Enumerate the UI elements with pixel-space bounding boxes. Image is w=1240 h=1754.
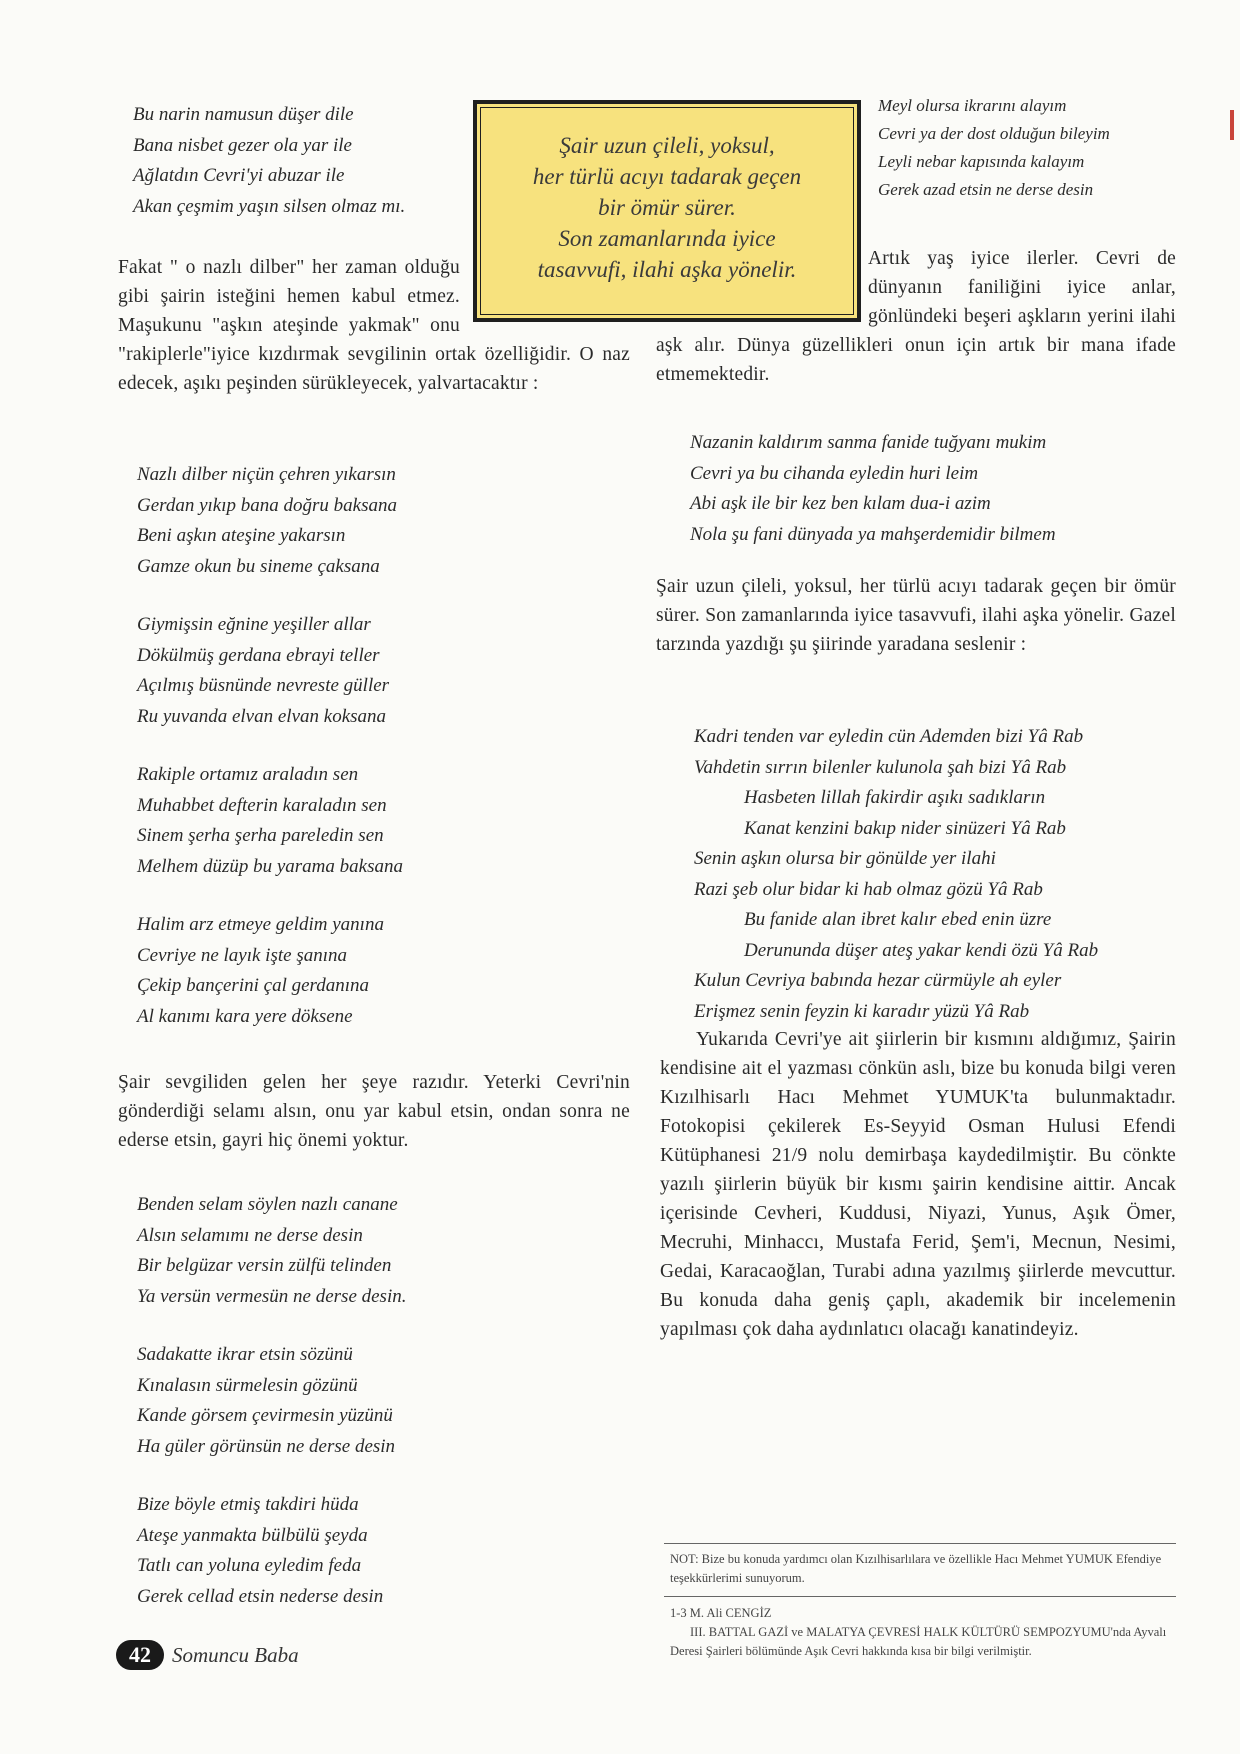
stanza <box>137 1490 406 1612</box>
stanza <box>137 460 403 582</box>
verse-line: Senin aşkın olursa bir gönülde yer ilahi <box>694 848 996 869</box>
verse-line: Benden selam söylen nazlı canane <box>137 1194 398 1215</box>
paragraph-right-3: Yukarıda Cevri'ye ait şiirlerin bir kısmını aldığımız, Şairin kendisine ait el yazması cönkün aslı, bize bu konuda bilgi veren Kızılhisarlı Hacı Mehmet YUMUK'ta bulunmaktadır. Fotokopisi çekilerek Es-Seyyid Osman Hulusi Efendi Kütüphanesi 21/9 nolu demirbaşa kaydedilmiştir. Bu cönkte yazılı şiirlerin büyük bir kısmı şairin kendisine aittir. Ancak içerisinde Cevheri, Kuddusi, Niyazi, Yunus, Aşık Ömer, Mecruhi, Minhaccı, Mustafa Ferid, Şem'i, Mecnun, Nesimi, Gedai, Karacaoğlan, Turabi adına yazılmış şiirlerde mevcuttur. Bu konuda daha geniş çaplı, akademik bir incelemenin yapılması çok daha aydınlatıcı olacağı kanatindeyiz. <box>660 1029 1176 1340</box>
verse-line: Al kanımı kara yere döksene <box>137 1005 353 1027</box>
verse-line: Cevri ya der dost olduğun bileyim <box>878 124 1110 143</box>
verse-line: Akan çeşmim yaşın silsen olmaz mı. <box>133 195 406 217</box>
verse-line: Bu fanide alan ibret kalır ebed enin üzre <box>744 909 1052 930</box>
stanza <box>137 1190 406 1312</box>
verse-line: Ru yuvanda elvan elvan koksana <box>137 705 387 727</box>
verse-line: Erişmez senin feyzin ki karadır yüzü Yâ Rab <box>694 1000 1030 1022</box>
poem-derse-desin <box>137 1190 406 1612</box>
reference-author: 1-3 M. Ali CENGİZ <box>670 1606 772 1620</box>
paragraph-right-1: Artık yaş iyice ilerler. Cevri de dünyanın faniliğini iyice anlar, gönlündeki beşeri aşkların yerini ilahi aşk alır. Dünya güzellikleri onun için artık bir mana ifade etmemektedir. <box>656 244 1176 389</box>
verse-line: Açılmış büsnünde nevreste güller <box>137 675 390 696</box>
verse-line: Sinem şerha şerha pareledin sen <box>137 825 384 846</box>
stanza <box>137 910 403 1032</box>
stanza <box>137 760 403 882</box>
verse-line: Gerdan yıkıp bana doğru baksana <box>137 494 397 516</box>
verse-line: Vahdetin sırrın bilenler kulunola şah bizi Yâ Rab <box>694 756 1067 778</box>
verse-line: Kanat kenzini bakıp nider sinüzeri Yâ Rab <box>744 817 1066 839</box>
verse-line: Muhabbet defterin karaladın sen <box>137 794 387 816</box>
paragraph-right-2: Şair uzun çileli, yoksul, her türlü acıyı tadarak geçen bir ömür sürer. Son zamanlarında iyice tasavvufi, ilahi aşka yönelir. Gazel tarzında yazdığı şu şiirinde yaradana seslenir : <box>656 576 1176 655</box>
verse-line: Kande görsem çevirmesin yüzünü <box>137 1405 393 1426</box>
verse-line: Alsın selamımı ne derse desin <box>137 1224 363 1246</box>
verse-line: Ya versün vermesün ne derse desin. <box>137 1285 407 1307</box>
verse-line: Halim arz etmeye geldim yanına <box>137 914 384 935</box>
note-divider <box>664 1543 1176 1544</box>
pull-quote-line: Şair uzun çileli, yoksul, <box>559 133 775 158</box>
pull-quote-line: bir ömür sürer. <box>598 195 736 220</box>
verse-line: Kınalasın sürmelesin gözünü <box>137 1374 358 1396</box>
float-spacer <box>656 244 868 326</box>
verse-line: Nazanin kaldırım sanma fanide tuğyanı mukim <box>690 432 1047 453</box>
float-spacer <box>460 253 630 335</box>
verse-line: Ağlatdın Cevri'yi abuzar ile <box>133 165 345 186</box>
verse-line: Dökülmüş gerdana ebrayi teller <box>137 644 380 666</box>
verse-line: Kulun Cevriya babında hezar cürmüyle ah eyler <box>694 970 1062 991</box>
verse-line: Ateşe yanmakta bülbülü şeyda <box>137 1524 368 1546</box>
verse-line: Melhem düzüp bu yarama baksana <box>137 855 403 877</box>
stanza <box>137 1340 406 1462</box>
verse-line: Razi şeb olur bidar ki hab olmaz gözü Yâ Rab <box>694 878 1043 900</box>
paragraph-left-1: Fakat " o nazlı dilber" her zaman olduğu gibi şairin isteğini hemen kabul etmez. Maşukunu "aşkın ateşinde yakmak" onu "rakiplerle"iyice kızdırmak sevgilinin ortak özelliğidir. O naz edecek, aşıkı peşinden sürükleyecek, yalvartacaktır : <box>118 253 630 398</box>
page-footer <box>116 1640 299 1670</box>
verse-line: Kadri tenden var eyledin cün Ademden bizi Yâ Rab <box>694 726 1084 747</box>
scan-edge-mark <box>1230 110 1234 140</box>
verse-line: Rakiple ortamız araladın sen <box>137 764 359 785</box>
verse-line: Gamze okun bu sineme çaksana <box>137 555 380 577</box>
pull-quote-line: Son zamanlarında iyice <box>558 226 776 251</box>
pull-quote-line: tasavvufi, ilahi aşka yönelir. <box>537 257 797 282</box>
poem-nazanin <box>690 428 1056 550</box>
verse-line: Çekip bançerini çal gerdanına <box>137 975 369 996</box>
verse-line: Hasbeten lillah fakirdir aşıkı sadıkların <box>744 787 1046 808</box>
verse-line: Cevri ya bu cihanda eyledin huri leim <box>690 462 979 484</box>
verse-top-left <box>133 100 405 222</box>
verse-line: Gerek azad etsin ne derse desin <box>878 180 1094 199</box>
verse-line: Abi aşk ile bir kez ben kılam dua-i azim <box>690 493 991 514</box>
verse-line: Cevriye ne layık işte şanına <box>137 944 347 966</box>
verse-line: Bana nisbet gezer ola yar ile <box>133 134 352 156</box>
verse-line: Sadakatte ikrar etsin sözünü <box>137 1344 353 1365</box>
verse-line: Giymişsin eğnine yeşiller allar <box>137 614 371 635</box>
paragraph-left-2: Şair sevgiliden gelen her şeye razıdır. Yeterki Cevri'nin gönderdiği selamı alsın, onu yar kabul etsin, ondan sonra ne ederse etsin, gayri hiç önemi yoktur. <box>118 1072 630 1151</box>
verse-line: Gerek cellad etsin nederse desin <box>137 1585 384 1607</box>
verse-line: Beni aşkın ateşine yakarsın <box>137 525 346 546</box>
verse-top-right <box>878 92 1110 204</box>
verse-line: Bize böyle etmiş takdiri hüda <box>137 1494 359 1515</box>
verse-line: Bir belgüzar versin zülfü telinden <box>137 1255 392 1276</box>
verse-line: Ha güler görünsün ne derse desin <box>137 1435 396 1457</box>
verse-line: Derununda düşer ateş yakar kendi özü Yâ Rab <box>744 939 1099 961</box>
verse-line: Tatlı can yoluna eyledim feda <box>137 1555 362 1576</box>
verse-line: Nola şu fani dünyada ya mahşerdemidir bilmem <box>690 523 1056 545</box>
stanza <box>137 610 403 732</box>
verse-line: Leyli nebar kapısında kalayım <box>878 152 1085 171</box>
verse-line: Bu narin namusun düşer dile <box>133 104 354 125</box>
references <box>670 1604 1176 1661</box>
reference-detail: III. BATTAL GAZİ ve MALATYA ÇEVRESİ HALK KÜLTÜRÜ SEMPOZYUMU'nda Ayvalı Deresi Şairleri bölümünde Aşık Cevri hakkında kısa bir bilgi verilmiştir. <box>670 1625 1167 1658</box>
poem-nazli-dilber <box>137 460 403 1032</box>
poem-ya-rab <box>694 722 1098 1027</box>
pull-quote-line: her türlü acıyı tadarak geçen <box>532 164 802 189</box>
page-number: 42 <box>116 1640 164 1670</box>
verse-line: Nazlı dilber niçün çehren yıkarsın <box>137 464 396 485</box>
references-divider <box>664 1596 1176 1597</box>
thanks-note: NOT: Bize bu konuda yardımcı olan Kızılhisarlılara ve özellikle Hacı Mehmet YUMUK Efendiye teşekkürlerimi sunuyorum. <box>670 1552 1162 1585</box>
publication-name: Somuncu Baba <box>172 1642 299 1667</box>
verse-line: Meyl olursa ikrarını alayım <box>878 96 1067 115</box>
